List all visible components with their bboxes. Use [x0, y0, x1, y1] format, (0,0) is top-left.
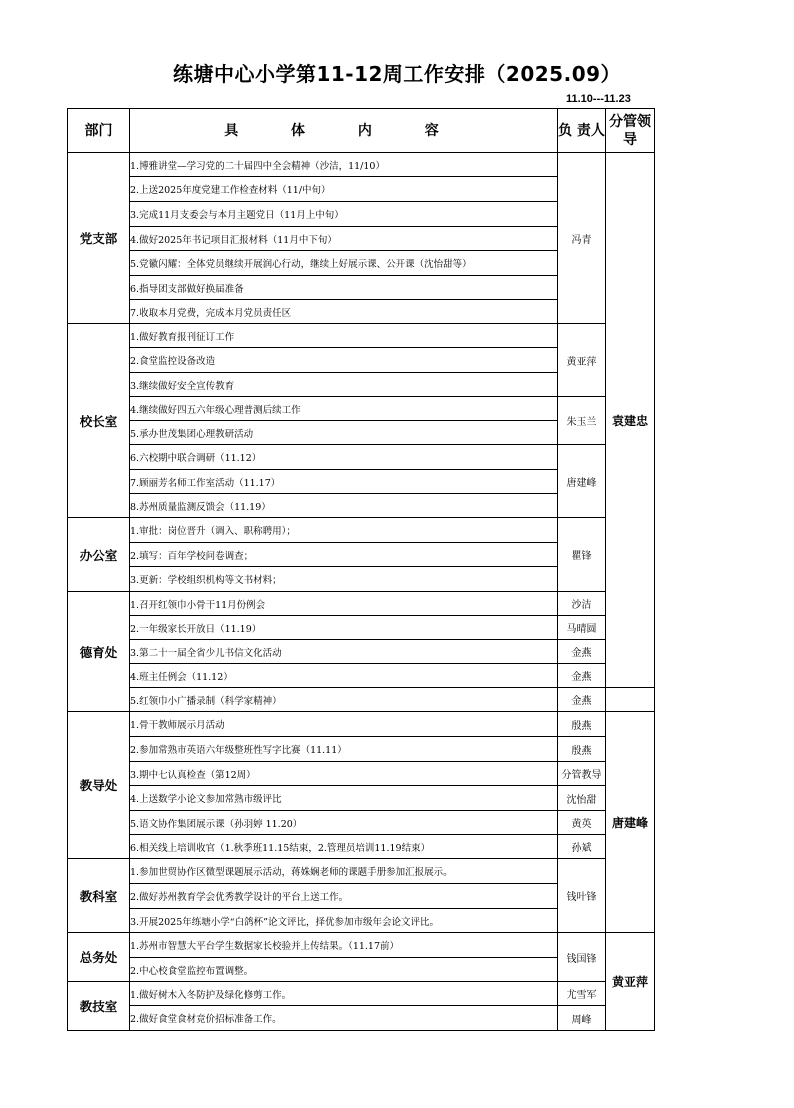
table-row — [68, 518, 655, 543]
table-row — [68, 445, 655, 470]
header-owner: 负 责人 — [558, 109, 606, 153]
table-row — [68, 737, 655, 762]
table-row — [68, 153, 655, 177]
owner-cell: 冯青 — [558, 153, 606, 324]
leader-cell: 唐建峰 — [606, 712, 655, 933]
task-item: 1.苏州市智慧大平台学生数据家长校验并上传结果。（11.17前） — [130, 933, 558, 958]
table-row — [68, 397, 655, 421]
task-item: 7.收取本月党费，完成本月党员责任区 — [130, 300, 558, 324]
owner-cell: 周峰 — [558, 1006, 606, 1031]
task-item: 2.填写：百年学校问卷调查； — [130, 543, 558, 567]
page-title: 练塘中心小学第11-12周工作安排（2025.09） — [172, 62, 622, 86]
task-item: 5.红领巾小广播录制（科学家精神） — [130, 688, 558, 712]
table-row — [68, 688, 655, 712]
table-row — [68, 592, 655, 616]
owner-cell: 沙洁 — [558, 592, 606, 616]
owner-cell: 尤雪军 — [558, 982, 606, 1006]
task-item: 3.继续做好安全宣传教育 — [130, 373, 558, 397]
task-item: 2.做好食堂食材竞价招标准备工作。 — [130, 1006, 558, 1031]
task-item: 3.期中七认真检查（第12周） — [130, 762, 558, 786]
table-row — [68, 933, 655, 958]
date-range: 11.10---11.23 — [566, 93, 631, 105]
owner-cell: 殷燕 — [558, 737, 606, 762]
task-item: 5.承办世茂集团心理教研活动 — [130, 421, 558, 445]
dept-teaching-affairs: 教导处 — [68, 712, 130, 859]
task-item: 1.召开红领巾小骨干11月份例会 — [130, 592, 558, 616]
table-row — [68, 324, 655, 348]
leader-cell: 袁建忠 — [606, 153, 655, 688]
table-row — [68, 640, 655, 664]
header-content: 具 体 内 容 — [130, 109, 558, 153]
task-item: 3.更新：学校组织机构等文书材料； — [130, 567, 558, 592]
task-item: 2.食堂监控设备改造 — [130, 348, 558, 373]
header-leader: 分管领导 — [606, 109, 655, 153]
task-item: 4.班主任例会（11.12） — [130, 664, 558, 688]
owner-cell: 钱国锋 — [558, 933, 606, 982]
task-item: 8.苏州质量监测反馈会（11.19） — [130, 494, 558, 518]
owner-cell: 朱玉兰 — [558, 397, 606, 445]
dept-tech-office: 教技室 — [68, 982, 130, 1031]
task-item: 1.做好树木入冬防护及绿化修剪工作。 — [130, 982, 558, 1006]
owner-cell: 马晴圆 — [558, 616, 606, 640]
task-item: 6.指导团支部做好换届准备 — [130, 276, 558, 300]
owner-cell: 钱叶锋 — [558, 859, 606, 933]
task-item: 2.参加常熟市英语六年级整班性写字比赛（11.11） — [130, 737, 558, 762]
task-item: 1.博雅讲堂—学习党的二十届四中全会精神（沙洁，11/10） — [130, 153, 558, 177]
task-item: 2.上送2025年度党建工作检查材料（11/中旬） — [130, 177, 558, 202]
task-item: 3.第二十一届全省少儿书信文化活动 — [130, 640, 558, 664]
task-item: 6.六校期中联合调研（11.12） — [130, 445, 558, 470]
owner-cell: 殷燕 — [558, 712, 606, 737]
dept-moral-education: 德育处 — [68, 592, 130, 712]
task-item: 3.完成11月支委会与本月主题党日（11月上中旬） — [130, 202, 558, 227]
table-row — [68, 1006, 655, 1031]
owner-cell: 黄英 — [558, 811, 606, 835]
table-row — [68, 616, 655, 640]
task-item: 7.顾丽芳名师工作室活动（11.17） — [130, 470, 558, 494]
table-row — [68, 859, 655, 884]
owner-cell: 金燕 — [558, 688, 606, 712]
dept-principal-office: 校长室 — [68, 324, 130, 518]
schedule-table — [67, 108, 655, 1031]
table-row — [68, 786, 655, 811]
owner-cell: 唐建峰 — [558, 445, 606, 518]
dept-general-affairs: 总务处 — [68, 933, 130, 982]
task-item: 2.一年级家长开放日（11.19） — [130, 616, 558, 640]
dept-research-office: 教科室 — [68, 859, 130, 933]
dept-party-branch: 党支部 — [68, 153, 130, 324]
task-item: 1.审批：岗位晋升（调入、职称聘用）； — [130, 518, 558, 543]
table-row — [68, 982, 655, 1006]
owner-cell: 沈怡甜 — [558, 786, 606, 811]
owner-cell: 瞿锋 — [558, 518, 606, 592]
task-item: 2.中心校食堂监控布置调整。 — [130, 958, 558, 982]
dept-admin-office: 办公室 — [68, 518, 130, 592]
task-item: 5.语文协作集团展示课（孙羽婷 11.20） — [130, 811, 558, 835]
owner-cell: 金燕 — [558, 640, 606, 664]
owner-cell: 金燕 — [558, 664, 606, 688]
table-row — [68, 712, 655, 737]
task-item: 5.党徽闪耀：全体党员继续开展润心行动，继续上好展示课、公开课（沈怡甜等） — [130, 251, 558, 276]
leader-cell: 黄亚萍 — [606, 933, 655, 1031]
owner-cell: 黄亚萍 — [558, 324, 606, 397]
task-item: 4.做好2025年书记项目汇报材料（11月中下旬） — [130, 227, 558, 251]
task-item: 4.继续做好四五六年级心理普测后续工作 — [130, 397, 558, 421]
owner-cell: 孙斌 — [558, 835, 606, 859]
task-item: 2.做好苏州教育学会优秀教学设计的平台上送工作。 — [130, 884, 558, 909]
owner-cell: 分管教导 — [558, 762, 606, 786]
table-row — [68, 835, 655, 859]
header-dept: 部门 — [68, 109, 130, 153]
task-item: 3.开展2025年练塘小学“白鸽杯”论文评比，择优参加市级年会论文评比。 — [130, 909, 558, 933]
task-item: 1.参加世贸协作区微型课题展示活动，蒋姝娴老师的课题手册参加汇报展示。 — [130, 859, 558, 884]
table-row — [68, 664, 655, 688]
table-row — [68, 811, 655, 835]
table-row — [68, 762, 655, 786]
header-row — [68, 109, 655, 153]
task-item: 4.上送数学小论文参加常熟市级评比 — [130, 786, 558, 811]
task-item: 1.做好教育报刊征订工作 — [130, 324, 558, 348]
task-item: 6.相关线上培训收官（1.秋季班11.15结束，2.管理员培训11.19结束） — [130, 835, 558, 859]
leader-cell-empty — [606, 688, 655, 712]
task-item: 1.骨干教师展示月活动 — [130, 712, 558, 737]
